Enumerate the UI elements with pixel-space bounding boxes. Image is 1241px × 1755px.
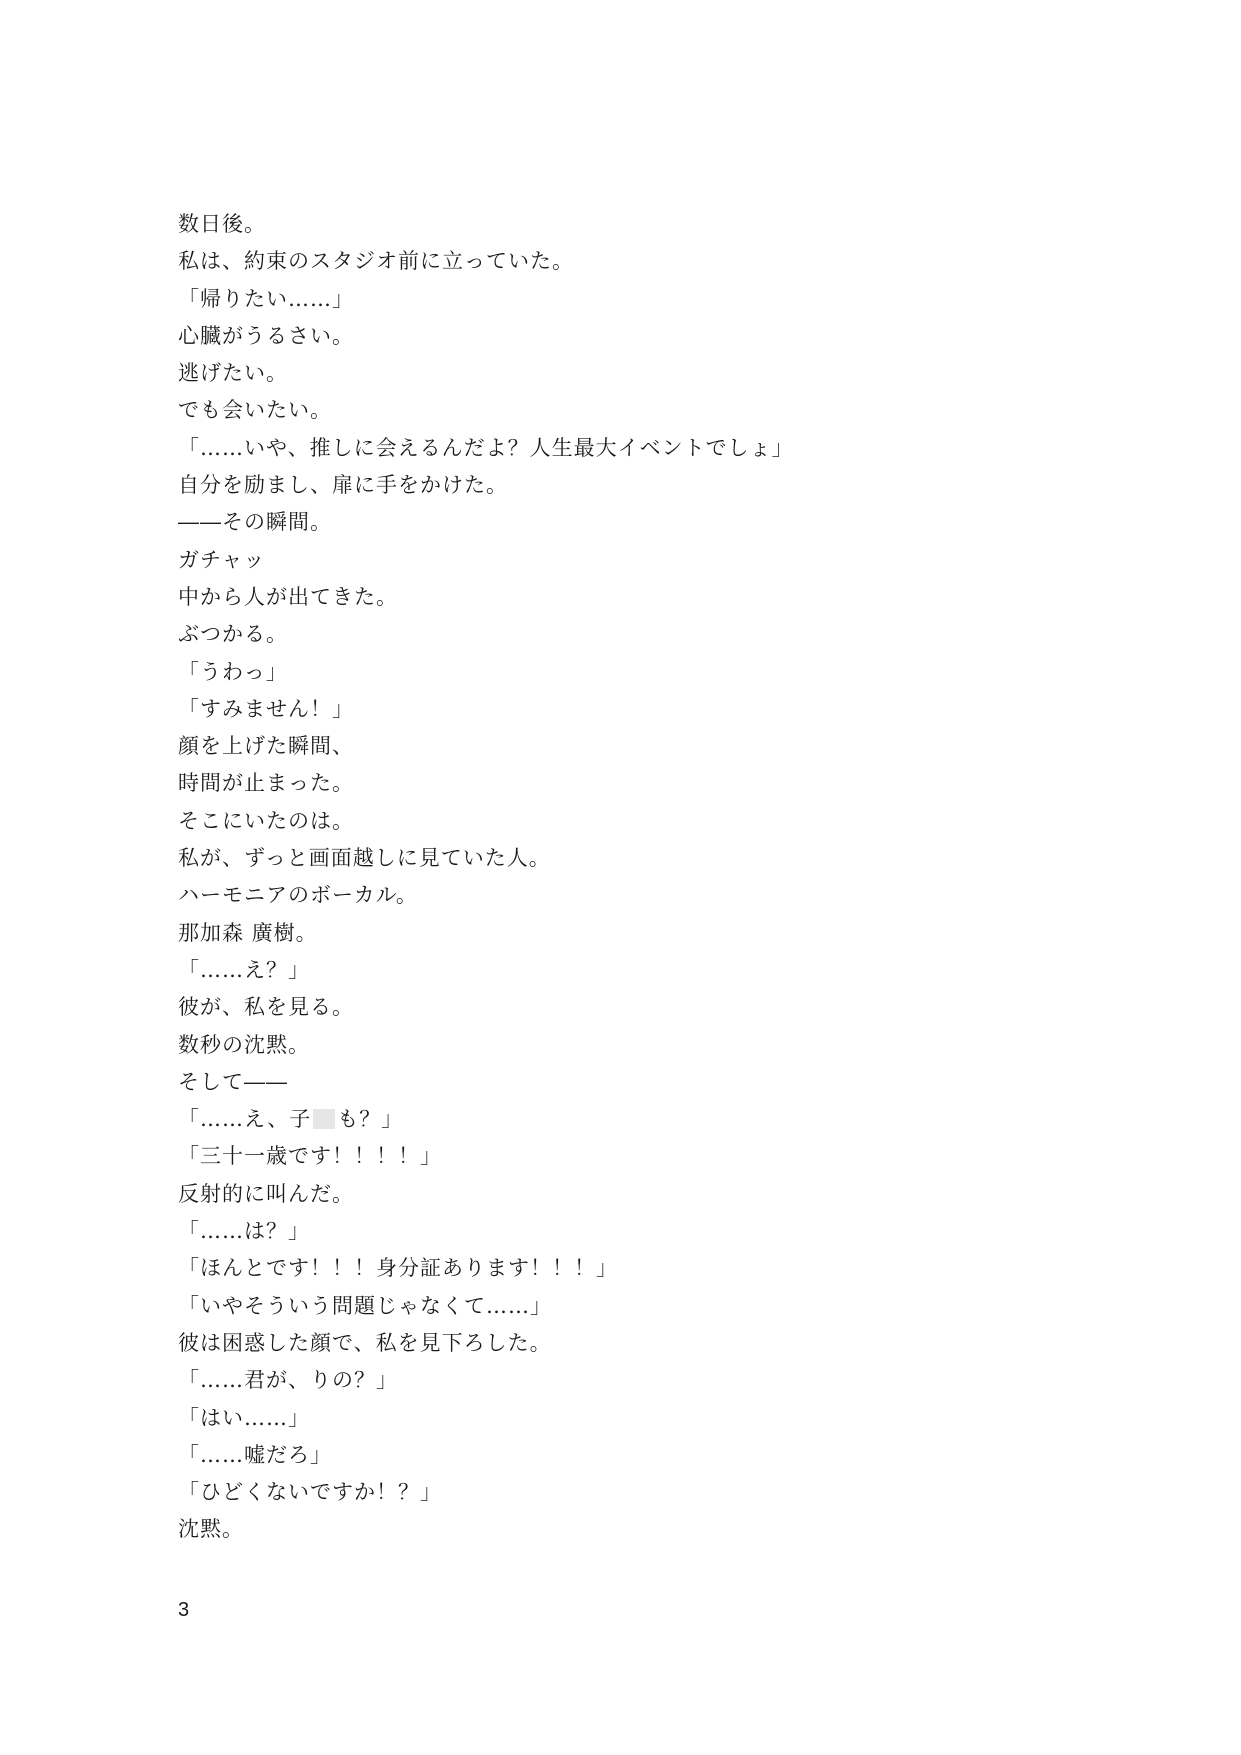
text-line: 心臓がうるさい。: [178, 323, 354, 348]
text-line: 「三十一歳です！！！！」: [178, 1144, 442, 1169]
redaction-mark: [313, 1109, 335, 1129]
text-line: 顔を上げた瞬間、: [178, 734, 354, 759]
text-line: 沈黙。: [178, 1517, 244, 1542]
text-line: 「……嘘だろ」: [178, 1442, 332, 1467]
text-line: [178, 1101, 1078, 1138]
text-fragment: 「……え、子: [178, 1107, 312, 1132]
text-line: 中から人が出てきた。: [178, 584, 398, 609]
body-text: [178, 206, 1078, 1549]
text-line: 逃げたい。: [178, 361, 288, 386]
text-line: 自分を励まし、扉に手をかけた。: [178, 473, 508, 498]
text-line: 「……は？」: [178, 1219, 310, 1244]
text-line: 反射的に叫んだ。: [178, 1181, 354, 1206]
text-line: そして――: [178, 1069, 288, 1094]
text-line: そこにいたのは。: [178, 808, 354, 833]
text-line: 「はい……」: [178, 1405, 310, 1430]
text-line: 「すみません！」: [178, 696, 354, 721]
text-line: 「ほんとです！！！身分証あります！！！」: [178, 1256, 618, 1281]
text-line: でも会いたい。: [178, 398, 332, 423]
text-line: 彼が、私を見る。: [178, 995, 354, 1020]
text-line: 「いやそういう問題じゃなくて……」: [178, 1293, 552, 1318]
text-line: 「……いや、推しに会えるんだよ？人生最大イベントでしょ」: [178, 435, 794, 460]
text-line: 「うわっ」: [178, 659, 288, 684]
text-line: ハーモニアのボーカル。: [178, 883, 418, 908]
text-line: 私は、約束のスタジオ前に立っていた。: [178, 249, 574, 274]
text-line: 「……君が、りの？」: [178, 1368, 398, 1393]
text-fragment: も？」: [337, 1107, 404, 1132]
text-line: 「帰りたい……」: [178, 286, 354, 311]
page-number: 3: [178, 1599, 190, 1621]
text-line: 数秒の沈黙。: [178, 1032, 310, 1057]
text-line: 「……え？」: [178, 957, 310, 982]
text-line: 時間が止まった。: [178, 771, 354, 796]
text-line: 彼は困惑した顔で、私を見下ろした。: [178, 1330, 552, 1355]
text-line: 「ひどくないですか！？」: [178, 1480, 442, 1505]
text-line: ぶつかる。: [178, 622, 288, 647]
text-line: 私が、ずっと画面越しに見ていた人。: [178, 846, 551, 871]
text-line: ――その瞬間。: [178, 510, 332, 535]
text-line: ガチャッ: [178, 547, 266, 572]
text-line: 那加森 廣樹。: [178, 920, 318, 945]
text-line: 数日後。: [178, 212, 266, 236]
